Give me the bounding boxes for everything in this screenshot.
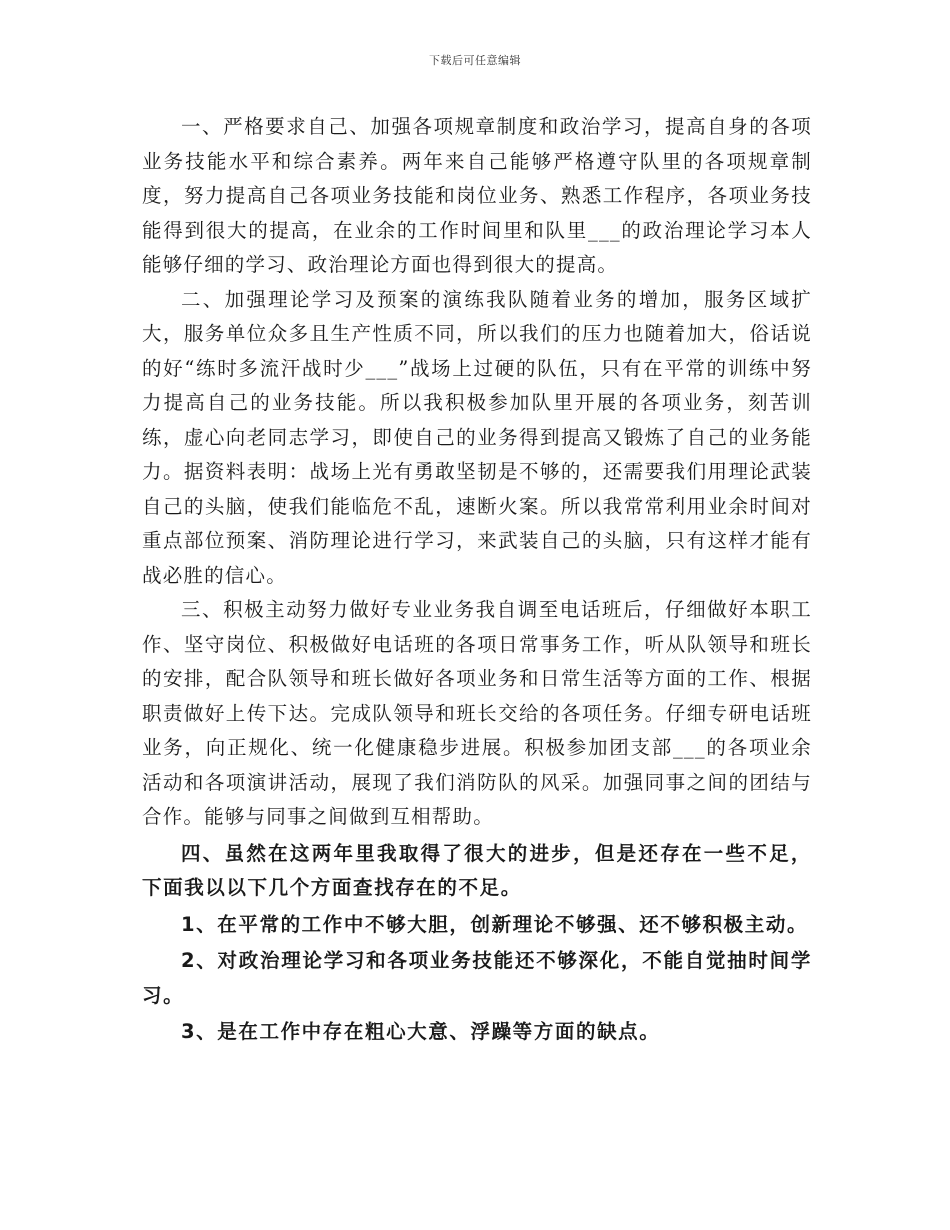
paragraph-4-shortcomings: 四、虽然在这两年里我取得了很大的进步，但是还存在一些不足，下面我以以下几个方面查找存在的不足。 [142,841,812,899]
shortcoming-item-2: 2、对政治理论学习和各项业务技能还不够深化，不能自觉抽时间学习。 [142,949,812,1007]
paragraph-3: 三、积极主动努力做好专业业务我自调至电话班后，仔细做好本职工作、坚守岗位、积极做好电话班的各项日常事务工作，听从队领导和班长的安排，配合队领导和班长做好各项业务和日常生活等方面的工作、根据职责做好上传下达。完成队领导和班长交给的各项任务。仔细专研电话班业务，向正规化、统一化健康稳步进展。积极参加团支部___的各项业余活动和各项演讲活动，展现了我们消防队的风采。加强同事之间的团结与合作。能够与同事之间做到互相帮助。 [142,598,812,828]
document-body [142,110,812,1050]
shortcoming-item-1: 1、在平常的工作中不够大胆，创新理论不够强、还不够积极主动。 [181,912,809,936]
shortcoming-item-3: 3、是在工作中存在粗心大意、浮躁等方面的缺点。 [181,1020,661,1043]
page-header: 下载后可任意编辑 [429,54,521,67]
paragraph-1: 一、严格要求自己、加强各项规章制度和政治学习，提高自身的各项业务技能水平和综合素养。两年来自己能够严格遵守队里的各项规章制度，努力提高自己各项业务技能和岗位业务、熟悉工作程序，各项业务技能得到很大的提高，在业余的工作时间里和队里___的政治理论学习本人能够仔细的学习、政治理论方面也得到很大的提高。 [142,115,812,276]
paragraph-2: 二、加强理论学习及预案的演练我队随着业务的增加，服务区域扩大，服务单位众多且生产性质不同，所以我们的压力也随着加大，俗话说的好“练时多流汗战时少___”战场上过硬的队伍，只有在平常的训练中努力提高自己的业务技能。所以我积极参加队里开展的各项业务，刻苦训练，虚心向老同志学习，即使自己的业务得到提高又锻炼了自己的业务能力。据资料表明：战场上光有勇敢坚韧是不够的，还需要我们用理论武装自己的头脑，使我们能临危不乱，速断火案。所以我常常利用业余时间对重点部位预案、消防理论进行学习，来武装自己的头脑，只有这样才能有战必胜的信心。 [142,287,812,587]
